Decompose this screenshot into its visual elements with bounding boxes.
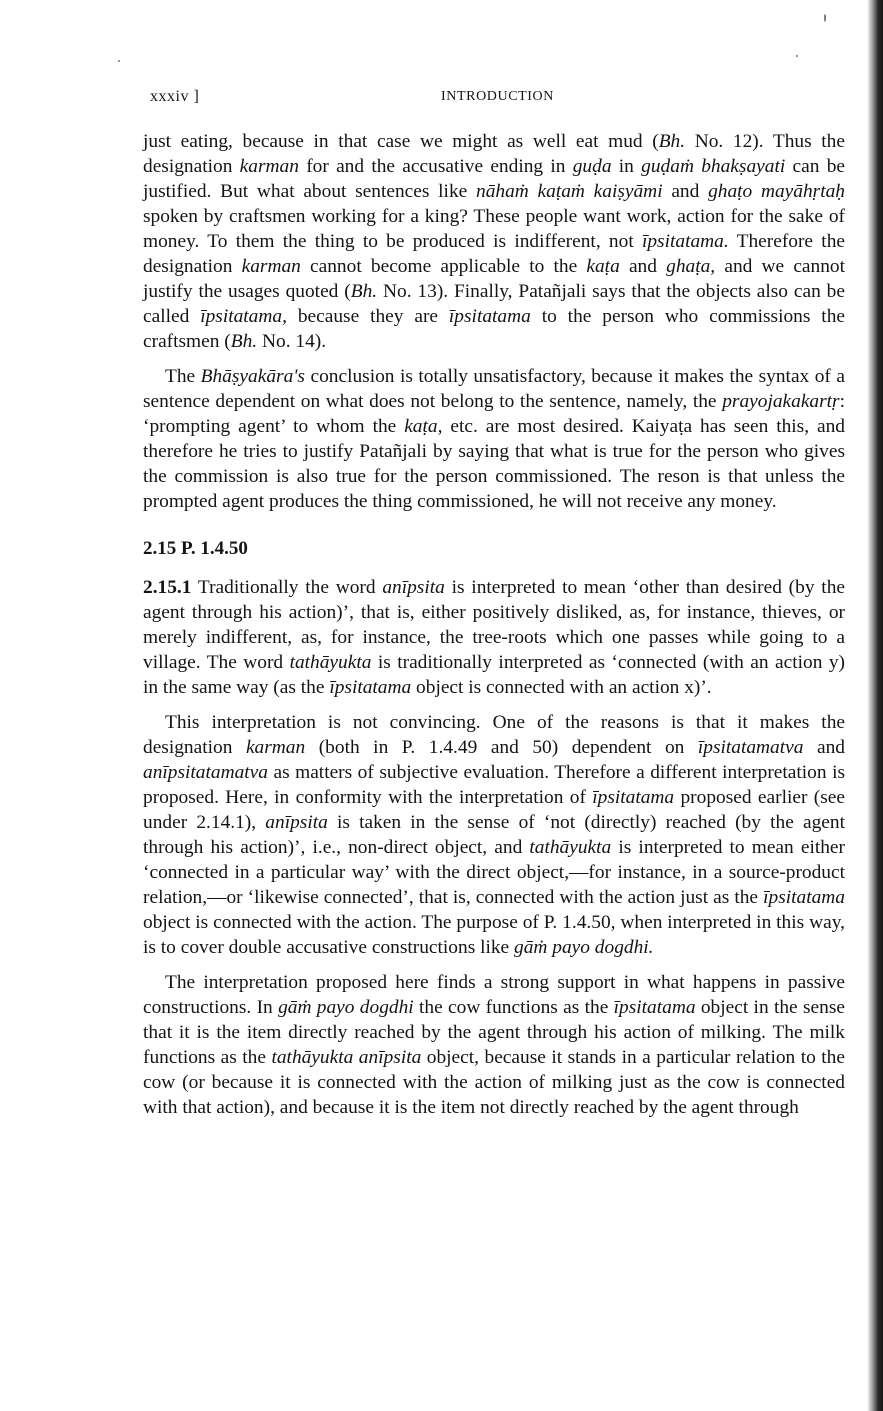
text-run: as matters of subjective evaluation. Therefore a different interpretation is proposed. Here, in conformity with the interpretation of — [143, 762, 845, 808]
italic-term: ghaṭa, — [666, 256, 716, 277]
italic-term: karman — [245, 737, 306, 758]
text-run: spoken by craftsmen working for a king? These people want work, action for the sake of money. To them the thing to be produced is indifferent, not — [143, 206, 845, 252]
italic-term: kaṭa — [586, 256, 620, 277]
italic-term: Bhāṣyakāra's — [200, 366, 305, 387]
italic-term: gāṁ payo dogdhi — [278, 997, 414, 1018]
text-run: in — [611, 156, 642, 177]
text-run: cannot become applicable to the — [300, 256, 587, 277]
text-run: the cow functions as the — [413, 997, 614, 1018]
paragraph — [143, 575, 845, 700]
scan-speck — [824, 14, 826, 22]
italic-term: īpsitatama — [592, 787, 675, 808]
italic-term: īpsitatama — [763, 887, 845, 908]
italic-term: karman — [239, 156, 299, 177]
text-run: No. 12). Thus the designation — [143, 131, 845, 177]
text-run: The interpretation proposed here finds a strong support in what happens in passive constructions. In — [143, 972, 845, 1018]
text-run: to the person who commissions the craftsmen ( — [143, 306, 845, 352]
italic-term: guḍaṁ bhakṣayati — [641, 156, 786, 177]
running-title: INTRODUCTION — [441, 89, 554, 104]
text-run: and — [662, 181, 709, 202]
text-run: is taken in the sense of ‘not (directly) reached (by the agent through his action)’, i.e., non-direct object, and — [143, 812, 845, 858]
italic-term: tathāyukta anīpsita — [271, 1047, 422, 1068]
section-heading: 2.15 P. 1.4.50 — [143, 538, 248, 559]
italic-term: ghaṭo mayāhṛtaḥ — [708, 181, 845, 202]
text-run: object is connected with an action x)’. — [411, 677, 712, 698]
italic-term: guḍa — [572, 156, 612, 177]
text-run: object is connected with the action. The purpose of P. 1.4.50, when interpreted in this way, is to cover double accusative constructions like — [143, 912, 845, 958]
text-run: No. 14). — [257, 331, 327, 352]
text-run: is interpreted to mean ‘other than desired (by the agent through his action)’, that is, either positively disliked, as, for instance, thieves, or merely indifferent, as, for instance, the tree-roots which one passes while going to a village. The word — [143, 577, 845, 673]
page-edge-shadow — [867, 0, 883, 1411]
text-run: is interpreted to mean either ‘connected in a particular way’ with the direct object,—for instance, in a source-product relation,—or ‘likewise connected’, that is, connected with the action just as the — [143, 837, 845, 908]
text-run: because they are — [286, 306, 449, 327]
italic-term: īpsitatamatva — [697, 737, 804, 758]
subsection-number: 2.15.1 — [143, 577, 192, 598]
text-run: can be justified. But what about sentences like — [143, 156, 845, 202]
scan-speck — [796, 55, 798, 57]
italic-term: tathāyukta — [529, 837, 612, 858]
text-run: just eating, because in that case we might as well eat mud ( — [143, 131, 659, 152]
italic-term: kaṭa, — [404, 416, 443, 437]
italic-term: tathāyukta — [289, 652, 372, 673]
text-run: The — [165, 366, 201, 387]
text-run: and — [619, 256, 667, 277]
italic-term: nāhaṁ kaṭaṁ kaiṣyāmi — [476, 181, 663, 202]
italic-term: īpsitatama — [448, 306, 531, 327]
text-run: for and the accusative ending in — [298, 156, 573, 177]
text-run: Therefore the designation — [143, 231, 845, 277]
paragraph — [143, 970, 845, 1120]
italic-term: anīpsita — [265, 812, 328, 833]
text-run: is traditionally interpreted as ‘connected (with an action y) in the same way (as the — [143, 652, 845, 698]
text-run: etc. are most desired. Kaiyaṭa has seen this, and therefore he tries to justify Patañjali by saying that what is true for the person who gives the commission is also true for the person commissioned. The reson is that unless the prompted agent produces the thing commissioned, he will not receive any money. — [143, 416, 845, 512]
italic-term: Bh. — [230, 331, 258, 352]
italic-term: anīpsita — [382, 577, 445, 598]
italic-term: prayojakakartṛ — [722, 391, 840, 412]
text-run: (both in P. 1.4.49 and 50) dependent on — [305, 737, 698, 758]
italic-term: Bh. — [350, 281, 378, 302]
text-run: : ‘prompting agent’ to whom the — [143, 391, 845, 437]
scan-speck — [118, 60, 120, 62]
italic-term: īpsitatama, — [200, 306, 287, 327]
page-header — [150, 88, 845, 112]
text-run: conclusion is totally unsatisfactory, because it makes the syntax of a sentence dependent on what does not belong to the sentence, namely, the — [143, 366, 845, 412]
page-number: xxxiv ] — [150, 88, 200, 105]
italic-term: Bh. — [658, 131, 686, 152]
text-run: No. 13). Finally, Patañjali says that the objects also can be called — [143, 281, 845, 327]
italic-term: īpsitatama. — [641, 231, 729, 252]
italic-term: īpsitatama — [329, 677, 412, 698]
italic-term: īpsitatama — [613, 997, 696, 1018]
paragraph — [143, 710, 845, 960]
text-run: This interpretation is not convincing. One of the reasons is that it makes the designation — [143, 712, 845, 758]
paragraph — [143, 129, 845, 354]
italic-term: gāṁ payo dogdhi. — [514, 937, 654, 958]
text-run: proposed earlier (see under 2.14.1), — [143, 787, 845, 833]
page-body — [143, 129, 845, 1120]
text-run: object in the sense that it is the item directly reached by the agent through his action of milking. The milk functions as the — [143, 997, 845, 1068]
italic-term: anīpsitatamatva — [143, 762, 268, 783]
text-run: Traditionally the word — [191, 577, 383, 598]
text-run: object, because it stands in a particular relation to the cow (or because it is connected with the action of milking just as the cow is connected with that action), and because it is the item not directly reached by the agent through — [143, 1047, 845, 1118]
italic-term: karman — [241, 256, 301, 277]
paragraph — [143, 364, 845, 514]
text-run: and — [803, 737, 845, 758]
text-run: and we cannot justify the usages quoted ( — [143, 256, 846, 302]
